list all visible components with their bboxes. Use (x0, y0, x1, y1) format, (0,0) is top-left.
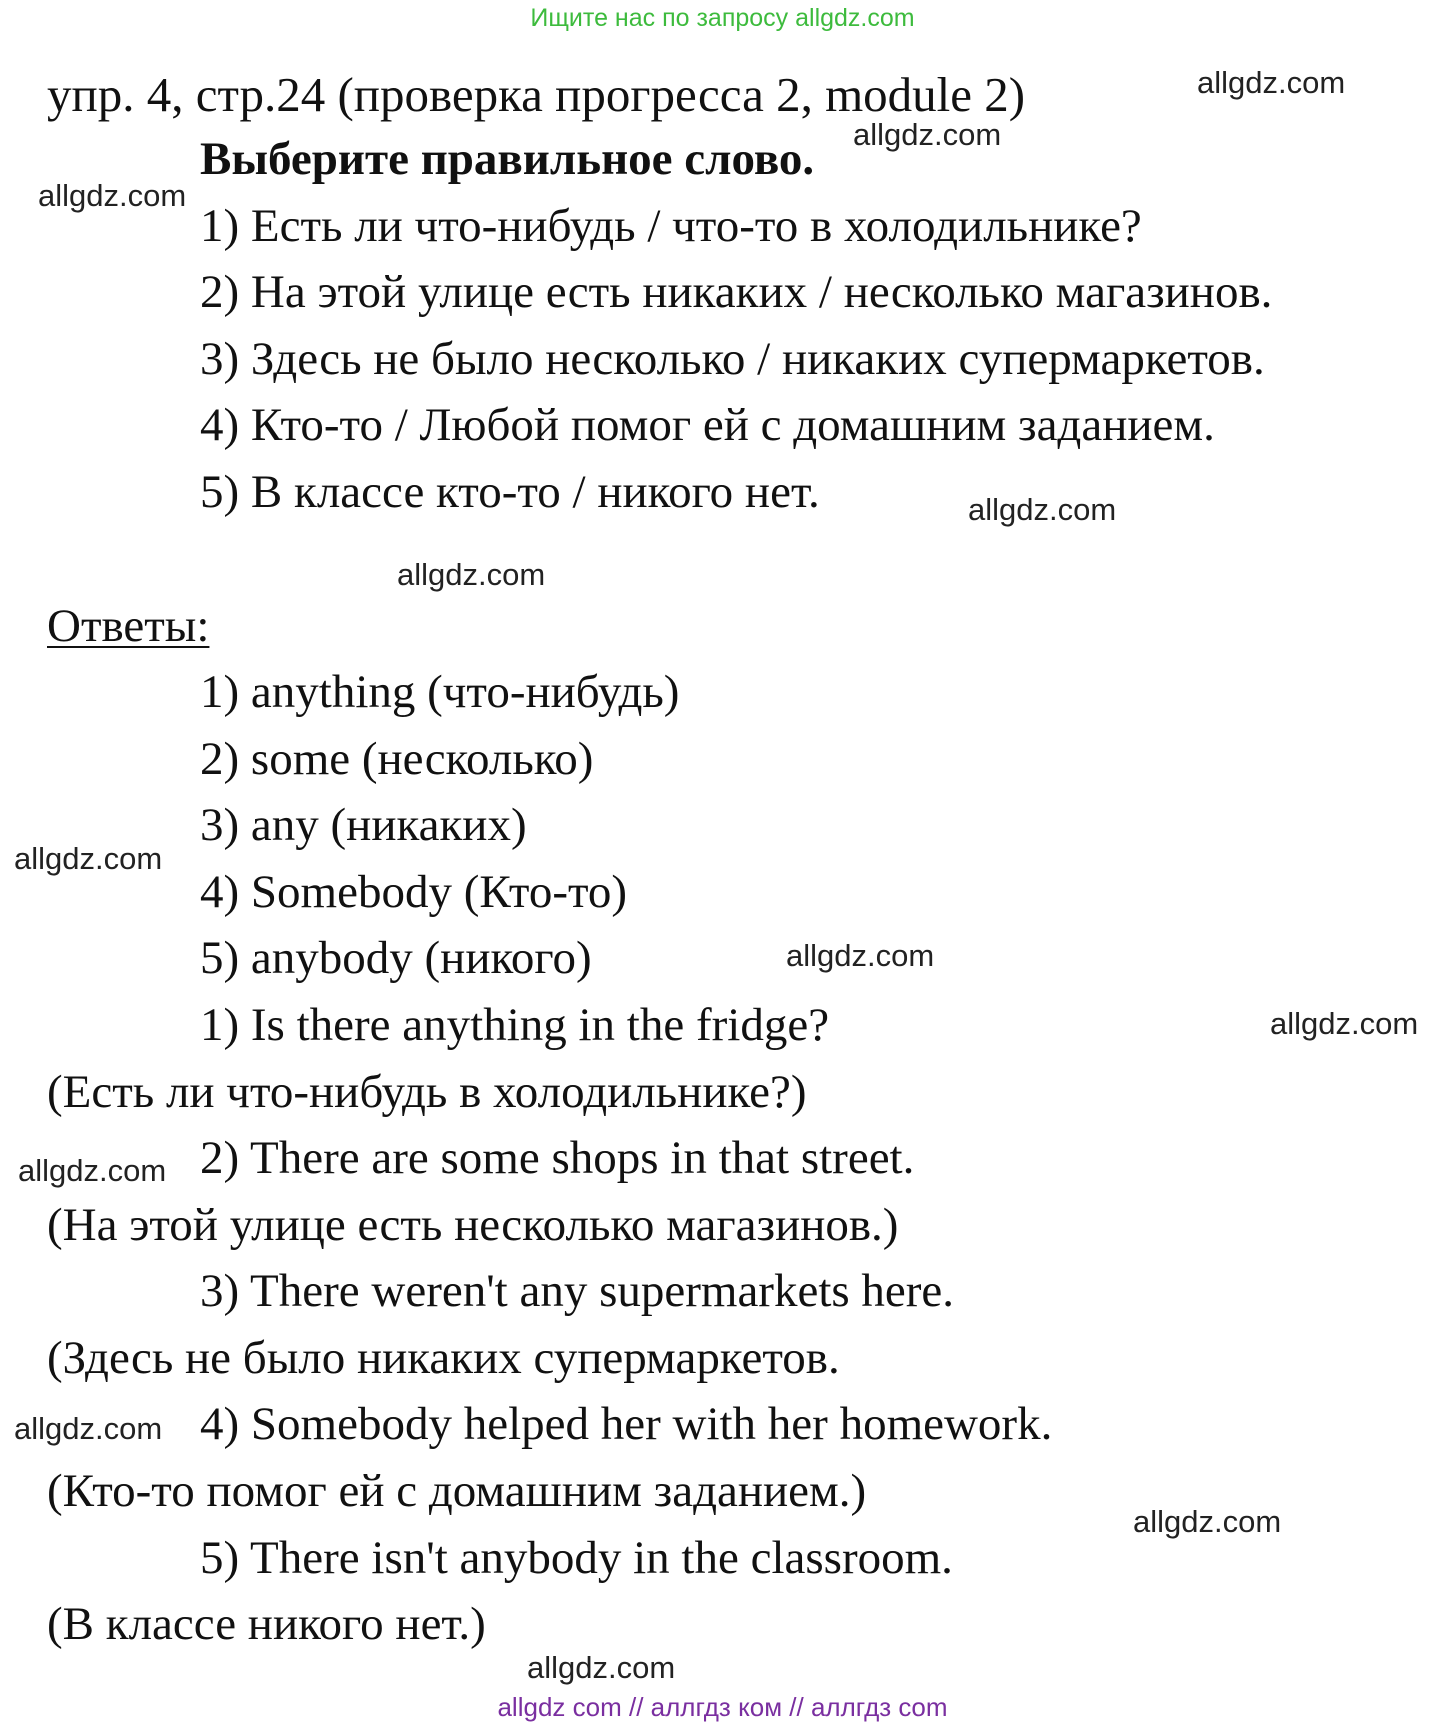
question-5: 5) В классе кто-то / никого нет. (200, 466, 820, 518)
answer-2: 2) some (несколько) (200, 733, 594, 785)
answers-heading: Ответы: (47, 600, 210, 652)
sentence-1-en: 1) Is there anything in the fridge? (200, 999, 830, 1051)
sentence-2-ru: (На этой улице есть несколько магазинов.) (47, 1199, 899, 1251)
sentence-3-en: 3) There weren't any supermarkets here. (200, 1265, 955, 1317)
watermark: allgdz.com (786, 938, 935, 973)
answer-3: 3) any (никаких) (200, 799, 527, 851)
sentence-4-ru: (Кто-то помог ей с домашним заданием.) (47, 1465, 867, 1517)
question-4: 4) Кто-то / Любой помог ей с домашним заданием. (200, 399, 1215, 451)
question-1: 1) Есть ли что-нибудь / что-то в холодильнике? (200, 200, 1142, 252)
watermark: allgdz.com (397, 557, 546, 592)
instruction: Выберите правильное слово. (200, 133, 815, 185)
sentence-3-ru: (Здесь не было никаких супермаркетов. (47, 1332, 840, 1384)
answer-4: 4) Somebody (Кто-то) (200, 866, 628, 918)
sentence-4-en: 4) Somebody helped her with her homework. (200, 1398, 1053, 1450)
answer-1: 1) anything (что-нибудь) (200, 666, 680, 718)
watermark: allgdz.com (18, 1153, 167, 1188)
watermark: allgdz.com (38, 178, 187, 213)
sentence-5-en: 5) There isn't anybody in the classroom. (200, 1532, 953, 1584)
watermark: allgdz.com (527, 1650, 676, 1685)
watermark: allgdz.com (14, 841, 163, 876)
sentence-1-ru: (Есть ли что-нибудь в холодильнике?) (47, 1066, 807, 1118)
watermark: allgdz.com (1133, 1504, 1282, 1539)
watermark: allgdz.com (968, 492, 1117, 527)
answer-5: 5) anybody (никого) (200, 932, 592, 984)
watermark: allgdz.com (1270, 1006, 1419, 1041)
watermark: allgdz.com (14, 1411, 163, 1446)
sentence-2-en: 2) There are some shops in that street. (200, 1132, 915, 1184)
exercise-header: упр. 4, стр.24 (проверка прогресса 2, module 2) (47, 67, 1026, 122)
question-3: 3) Здесь не было несколько / никаких супермаркетов. (200, 333, 1265, 385)
sentence-5-ru: (В классе никого нет.) (47, 1598, 486, 1650)
top-banner: Ищите нас по запросу allgdz.com (530, 4, 915, 32)
watermark: allgdz.com (1197, 65, 1346, 100)
question-2: 2) На этой улице есть никаких / несколько магазинов. (200, 266, 1273, 318)
footer: allgdz com // аллгдз ком // аллгдз com (497, 1692, 948, 1722)
watermark: allgdz.com (853, 117, 1002, 152)
